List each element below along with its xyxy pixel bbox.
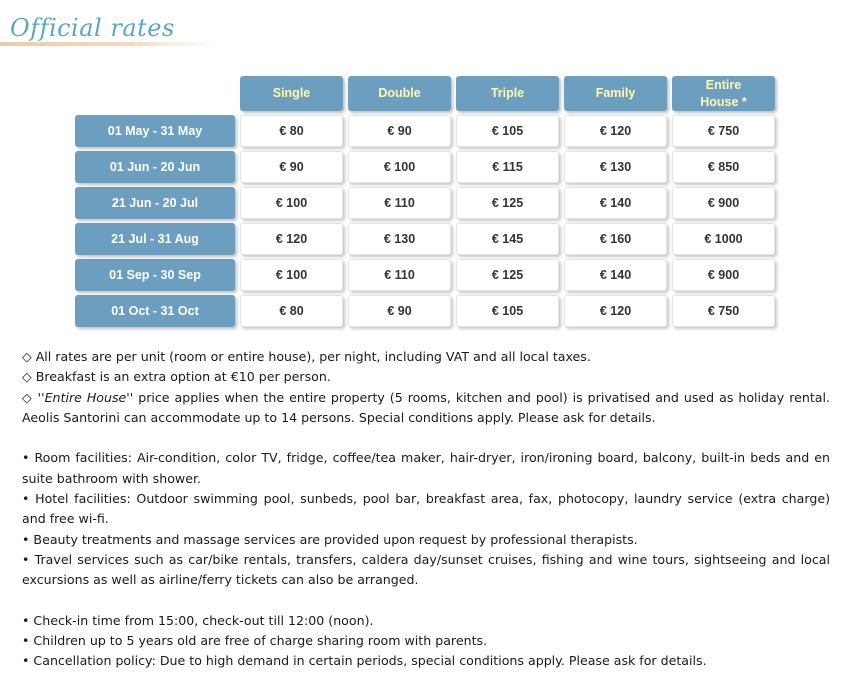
price-cell: € 115 <box>456 151 559 183</box>
column-header: Triple <box>456 76 559 111</box>
price-cell: € 100 <box>240 259 343 291</box>
price-cell: € 90 <box>348 295 451 327</box>
rates-note: ◇ All rates are per unit (room or entire house), per night, including VAT and all local taxes. <box>22 349 591 364</box>
price-cell: € 125 <box>456 187 559 219</box>
price-cell: € 100 <box>348 151 451 183</box>
column-header: Entire House * <box>672 76 775 111</box>
price-cell: € 130 <box>564 151 667 183</box>
price-cell: € 100 <box>240 187 343 219</box>
beauty-treatments: • Beauty treatments and massage services are provided upon request by professional therapists. <box>22 531 638 547</box>
price-cell: € 120 <box>564 115 667 147</box>
column-header: Family <box>564 76 667 111</box>
price-cell: € 130 <box>348 223 451 255</box>
row-header-period: 01 Oct - 31 Oct <box>75 295 235 327</box>
price-cell: € 750 <box>672 115 775 147</box>
row-header-period: 21 Jun - 20 Jul <box>75 187 235 219</box>
price-cell: € 145 <box>456 223 559 255</box>
title-underline <box>0 42 215 46</box>
price-cell: € 80 <box>240 115 343 147</box>
row-header-period: 21 Jul - 31 Aug <box>75 223 235 255</box>
price-cell: € 105 <box>456 115 559 147</box>
price-cell: € 750 <box>672 295 775 327</box>
price-cell: € 1000 <box>672 223 775 255</box>
price-cell: € 140 <box>564 187 667 219</box>
checkin-policy: • Check-in time from 15:00, check-out till 12:00 (noon). <box>22 612 374 628</box>
price-cell: € 120 <box>240 223 343 255</box>
row-header-period: 01 Sep - 30 Sep <box>75 259 235 291</box>
column-header: Single <box>240 76 343 111</box>
children-policy: • Children up to 5 years old are free of charge sharing room with parents. <box>22 633 488 649</box>
page-title: Official rates <box>10 14 175 42</box>
price-cell: € 80 <box>240 295 343 327</box>
row-header-period: 01 Jun - 20 Jun <box>75 151 235 183</box>
rates-table <box>75 76 775 327</box>
column-header: Double <box>348 76 451 111</box>
travel-services: • Travel services such as car/bike rentals, transfers, caldera day/sunset cruises, fishing and wine tours, sightseeing and local excursions as well as airline/ferry tickets can also be arranged. <box>22 551 830 588</box>
entire-house-term: ''Entire House'' <box>37 389 134 405</box>
price-cell: € 110 <box>348 187 451 219</box>
price-cell: € 850 <box>672 151 775 183</box>
entire-house-note: ◇ ''Entire House'' price applies when the entire property (5 rooms, kitchen and pool) is privatised and used as holiday rental. Aeolis Santorini can accommodate up to 14 persons. Special conditions apply. Please ask for details. <box>22 389 830 425</box>
price-cell: € 90 <box>240 151 343 183</box>
hotel-facilities: • Hotel facilities: Outdoor swimming pool, sunbeds, pool bar, breakfast area, fax, photocopy, laundry service (extra charge) and free wi-fi. <box>22 491 830 527</box>
room-facilities: • Room facilities: Air-condition, color TV, fridge, coffee/tea maker, hair-dryer, iron/ironing board, balcony, built-in beds and en suite bathroom with shower. <box>22 450 830 486</box>
price-cell: € 900 <box>672 187 775 219</box>
price-cell: € 120 <box>564 295 667 327</box>
price-cell: € 160 <box>564 223 667 255</box>
price-cell: € 90 <box>348 115 451 147</box>
price-cell: € 110 <box>348 259 451 291</box>
price-cell: € 125 <box>456 259 559 291</box>
breakfast-note: ◇ Breakfast is an extra option at €10 per person. <box>22 369 331 385</box>
notes-section <box>22 347 830 672</box>
row-header-period: 01 May - 31 May <box>75 115 235 147</box>
table-corner <box>75 76 235 111</box>
price-cell: € 140 <box>564 259 667 291</box>
cancellation-policy: • Cancellation policy: Due to high demand in certain periods, special conditions apply. Please ask for details. <box>22 653 707 669</box>
price-cell: € 105 <box>456 295 559 327</box>
price-cell: € 900 <box>672 259 775 291</box>
